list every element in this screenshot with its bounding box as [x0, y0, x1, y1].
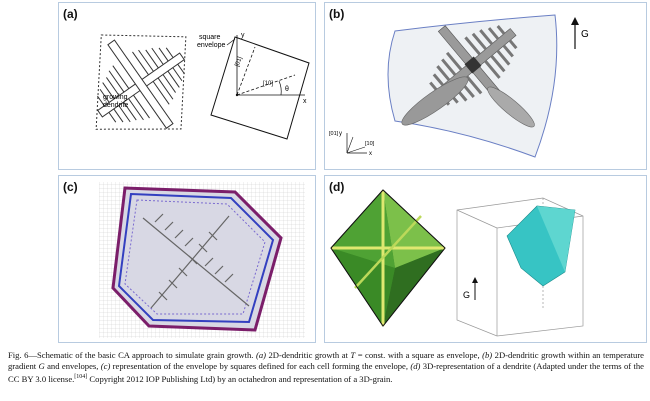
figure-6 [58, 2, 648, 343]
panel-c [58, 175, 316, 343]
panel-b-drawing [325, 3, 646, 169]
octahedron-dendrite [331, 190, 445, 326]
panel-a-theta: θ [285, 86, 289, 93]
panel-d-label: (d) [329, 180, 345, 194]
growing-label-1: growing [103, 94, 128, 101]
square-label-1: square [199, 34, 221, 41]
figure-caption: Fig. 6—Schematic of the basic CA approach to simulate grain growth. (a) 2D-dendritic growth at T = const. with a square as envelope, (b) 2D-dendritic growth within an temperature gradient G and envelopes, (c) representation of the envelope by squares defined for each cell forming the envelope, (d) 3D-representation of a dendrite (Adapted under the terms of the CC BY 3.0 license.[104] Copyright 2012 IOP Publishing Ltd) by an octahedron and representation of a 3D-grain. [8, 350, 645, 384]
panel-a [58, 2, 316, 170]
panel-c-label: (c) [63, 180, 78, 194]
growing-label-2: dendrite [103, 102, 129, 109]
panel-d-drawing [325, 176, 646, 342]
panel-b-dir-01: [01] [329, 131, 339, 137]
panel-a-axis-x: x [303, 98, 307, 105]
panel-b [324, 2, 647, 170]
panel-b-axis-y: y [339, 131, 342, 137]
curved-envelope [388, 15, 557, 157]
square-label-2: envelope [197, 42, 226, 49]
panel-b-dir-10: [10] [365, 141, 375, 147]
panel-a-axis-y: y [241, 32, 245, 39]
panel-a-label: (a) [63, 7, 78, 21]
panel-a-dir-01: [01] [234, 56, 244, 68]
panel-b-label: (b) [329, 7, 345, 21]
panel-b-gradient: G [581, 29, 589, 40]
panel-d [324, 175, 647, 343]
panel-d-gradient: G [463, 290, 471, 300]
panel-b-axis-x: x [369, 151, 372, 157]
panel-a-dir-10: [10] [263, 81, 274, 87]
solid-envelope [211, 37, 309, 139]
dendrite-2d [70, 14, 210, 155]
panel-c-drawing [59, 176, 315, 342]
panel-a-drawing [59, 3, 315, 169]
